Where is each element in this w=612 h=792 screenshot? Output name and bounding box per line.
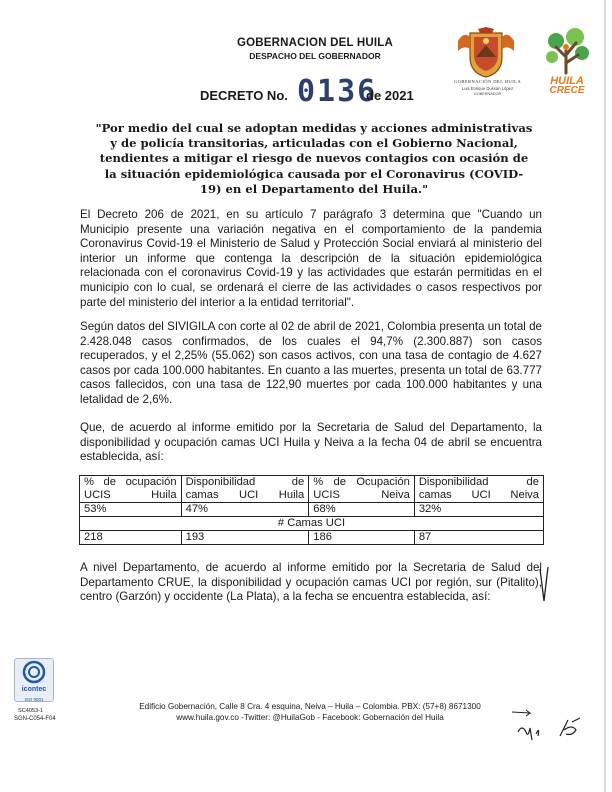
logo-word-crece: CRECE <box>549 85 585 96</box>
uci-cell: 193 <box>181 531 309 545</box>
icontec-badge <box>14 658 54 702</box>
uci-cell: 47% <box>181 503 309 517</box>
certificate-code: SC4053-1 <box>18 708 44 714</box>
seal-caption: GOBERNACIÓN DEL HUILA <box>453 79 522 84</box>
uci-section-row <box>80 517 544 531</box>
footer-address: Edificio Gobernación, Calle 8 Cra. 4 esquina, Neiva – Huila – Colombia. PBX: (57+8) 8671300 <box>139 702 481 711</box>
uci-cell: 68% <box>309 503 415 517</box>
decree-number: 0136 <box>297 74 378 109</box>
table-row <box>80 531 544 545</box>
coat-of-arms-icon <box>456 27 516 79</box>
seal-role: GOBERNADOR <box>473 92 502 96</box>
icontec-logo-icon <box>15 659 53 685</box>
footer-contacts: www.huila.gov.co -Twitter: @HuilaGob - Facebook: Gobernación del Huila <box>176 713 444 722</box>
header-title: GOBERNACION DEL HUILA <box>236 37 394 49</box>
header-subtitle: DESPACHO DEL GOBERNADOR <box>249 51 381 61</box>
uci-cell: 186 <box>309 531 415 545</box>
uci-cell: 218 <box>80 531 182 545</box>
page-edge-line <box>604 0 606 792</box>
paragraph-sivigila: Según datos del SIVIGILA con corte al 02 de abril de 2021, Colombia presenta un total de 2.428.048 casos confirmados, de los cuales el 94,7% (2.300.887) son casos recuperados, y el 2,25% (55.062) son casos activos, con una tasa de contagio de 4.627 casos por cada 100.000 habitantes. En cuanto a las muertes, presenta un total de 63.777 casos fallecidos, con una tasa de 122,90 muertes por cada 100.000 habitantes y una letalidad de 2,6%. <box>80 320 542 406</box>
huila-crece-logo-icon <box>542 27 592 75</box>
decree-title: "Por medio del cual se adoptan medidas y acciones administrativas y de policía transitorias, articuladas con el Gobierno Nacional, tendientes a mitigar el riesgo de nuevos contagios con ocasión de la situación epidemiológica causada por el Coronavirus (COVID-19) en el Departamento del Huila." <box>95 121 533 196</box>
uci-header-cell: Disponibilidad de camas UCI Huila <box>181 476 309 503</box>
paragraph-region-intro: A nivel Departamento, de acuerdo al informe emitido por la Secretaria de Salud del Departamento CRUE, la disponibilidad y ocupación camas UCI por región, sur (Pitalito), centro (Garzón) y occidente (La Plata), a la fecha se encuentra establecida, así: <box>80 561 542 604</box>
uci-table-header-row <box>80 476 544 503</box>
uci-header-cell: Disponibilidad de camas UCI Neiva <box>414 476 543 503</box>
seal-name: Luis Enrique Dussán López <box>461 86 514 91</box>
iso-label: ISO 9001 <box>24 697 44 702</box>
paragraph-uci-intro: Que, de acuerdo al informe emitido por la Secretaria de Salud del Departamento, la disponibilidad y ocupación camas UCI Huila y Neiva a la fecha 04 de abril se encuentra establecida, así: <box>80 421 542 464</box>
uci-cell: 53% <box>80 503 182 517</box>
uci-section-label: # Camas UCI <box>80 517 544 531</box>
uci-header-cell: % de Ocupación UCIS Neiva <box>309 476 415 503</box>
icontec-label: icontec <box>21 686 47 693</box>
signature-icon <box>510 706 590 746</box>
handwritten-mark-icon <box>536 565 552 605</box>
uci-table <box>79 475 544 545</box>
decree-year: de 2021 <box>366 88 414 103</box>
uci-cell: 32% <box>414 503 543 517</box>
uci-header-cell: % de ocupación UCIS Huila <box>80 476 182 503</box>
form-code: SGN-C054-F04 <box>14 716 56 722</box>
decree-label: DECRETO No. <box>200 88 288 103</box>
uci-cell: 87 <box>414 531 543 545</box>
huila-crece-logo-text <box>538 76 596 96</box>
paragraph-decree-206: El Decreto 206 de 2021, en su artículo 7 parágrafo 3 determina que "Cuando un Municipio presente una variación negativa en el comportamiento de la pandemia Coronavirus Covid-19 el Ministerio de Salud y Protección Social enviará al ministerio del interior un informe que contenga la descripción de la situación epidemiológica relacionada con el coronavirus Covid-19 y las actividades que estarán permitidas en el municipio con lo cual, se ordenará el cierre de las actividades o casos respectivos por parte del ministerio del interior a la entidad territorial". <box>80 208 542 309</box>
logo-word-huila: HUILA <box>550 75 584 87</box>
table-row <box>80 503 544 517</box>
